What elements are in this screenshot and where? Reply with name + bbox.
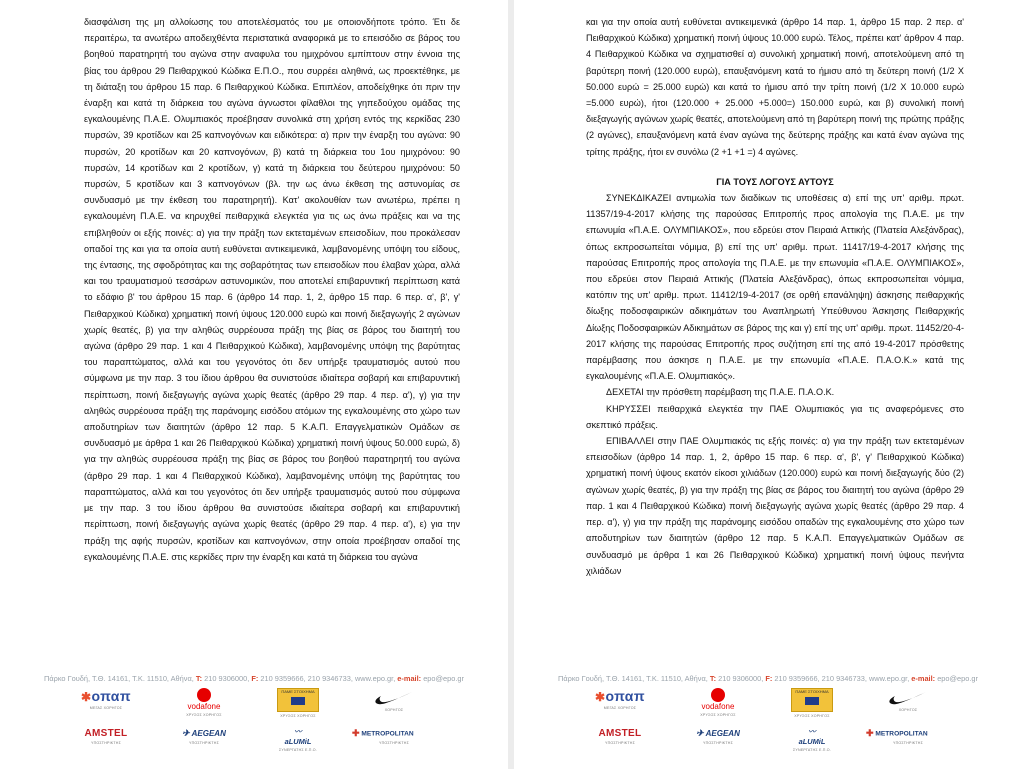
aegean-logo: ✈ AEGEAN [182,728,226,738]
footer-phone-label: T: [709,674,717,683]
body-paragraph: διασφάλιση της μη αλλοίωσης του αποτελέσματός του με οποιονδήποτε τρόπο. Έτι δε περαιτέρω, τα ανωτέρω αποδειχθέντα περιστατικά αναφορικά με το επεισόδιο σε βάρος του βοηθού παρατηρητή του αγώνα στην αναφυλα του ημιχρόνου εμπίπτουν στην έννοια της βίας του άρθρου 29 Πειθαρχικού Κώδικα Ε.Π.Ο., που συρρέει αληθινά, ως προεκτέθηκε, με τη διάταξη του άρθρου 15 παρ. 6 Πειθαρχικού Κώδικα. Επιπλέον, αποδείχθηκε ότι πριν την έναρξη και κατά τη διάρκεια του αγώνα άγνωστοι φίλαθλοι της γηπεδούχου ομάδας της εγκαλουμένης Π.Α.Ε. Ολυμπιακός προέβησαν συνολικά στη χρήση εντός της κερκίδας 230 πυρσών, 39 κροτίδων και 25 καπνογόνων και ειδικότερα: α) πριν την έναρξη του αγώνα: 90 πυρσών, 20 κροτίδων και 20 καπνογόνων, β) κατά τη διάρκεια του 1ου ημιχρόνου: 90 πυρσών, 14 κροτίδων και 2 κροτίδων, γ) κατά τη διάρκεια του δεύτερου ημιχρόνου: 50 πυρσών, 5 κροτίδων και 3 καπνογόνων (βλ. την ως άνω έκθεση της αστυνομίας σε συνδυασμό με την έκθεση του παρατηρητή). Κατ' ακολουθίαν των ανωτέρω, πρέπει η εγκαλουμένη Π.Α.Ε. να κηρυχθεί πειθαρχικά ελεγκτέα για τις ως άνω πράξεις και να της επιβληθούν οι εξής ποινές: α) για την πράξη των εκτεταμένων επεισοδίων, που προκάλεσαν οπαδοί της και για τα οποία αυτή ευθύνεται αντικειμενικά, λαμβανομένης υπόψη του είδους, της έντασης, της σφοδρότητας και της σοβαρότητας των επεισοδίων που έλαβαν χώρα, αλλά και του τραυματισμού τεσσάρων αστυνομικών, που αποτελεί επιβαρυντική περίπτωση κατά το εδάφιο β' του άρθρου 15 παρ. 6 (άρθρο 14 παρ. 1, 2, άρθρο 15 παρ. 6 περ. α', β', γ' Πειθαρχικού Κώδικα) χρηματική ποινή ύψους 120.000 ευρώ και ποινή διεξαγωγής 2 αγώνων χωρίς θεατές, β) για την αληθώς συρρέουσα πράξη της βίας σε βάρος του διαιτητή του αγώνα (άρθρο 29 παρ. 1 και 4 Πειθαρχικού Κώδικα), λαμβανομένης υπόψη της βαρύτητας του παραπτώματος, αλλά και του γεγονότος ότι δεν υπήρξε τραυματισμός αυτού που σύμφωνα με την παρ. 3 του ίδιου άρθρου θα συνιστούσε ιδιαίτερα σοβαρή και επιβαρυντική περίπτωση, ποινή διεξαγωγής αγώνα χωρίς θεατές (άρθρο 29 παρ. 4 περ. α'), γ) για την αληθώς συρρέουσα πράξη της παράνομης εισόδου ατόμων της εγκαλουμένης στο χώρο των αποδυτηρίων των διαιτητών (άρθρο 12 παρ. 5 Κ.Α.Π. Επαγγελματικών Ομάδων σε συνδυασμό με άρθρα 1 και 26 Πειθαρχικού Κώδικα) χρηματική ποινή ύψους 50.000 ευρώ, δ) για την αληθώς συρρέουσα πράξη της βίας σε βάρος του βοηθού παρατηρητή του αγώνα (άρθρο 29 παρ. 1 και 4 Πειθαρχικού Κώδικα), λαμβανομένης υπόψη της βαρύτητας του παραπτώματος, αλλά και του γεγονότος ότι δεν υπήρξε τραυματισμός αυτού που σύμφωνα με την παρ. 3 του ίδιου άρθρου θα συνιστούσε ιδιαίτερα σοβαρή και επιβαρυντική περίπτωση, ποινή διεξαγωγής αγώνα χωρίς θεατές (άρθρο 29 παρ. 4 περ. α'), ε) για την πράξη της αφής πυρσών, κροτίδων και καπνογόνων, στην οποία προέβησαν οπαδοί της εγκαλουμένης Π.Α.Ε. στις κερκίδες πριν την έναρξη και κατά τη διάρκεια του αγώνα [84,17,460,562]
footer-fax-label: F: [251,674,259,683]
page-body-text [586,14,964,579]
nike-swoosh-icon [888,690,928,706]
sponsor-amstel [64,728,148,745]
footer-fax: 210 9359666, 210 9346733, [774,674,867,683]
footer-fax: 210 9359666, 210 9346733, [260,674,353,683]
sponsor-caption: ΧΡΥΣΟΣ ΧΟΡΗΓΟΣ [794,714,830,718]
footer-address: Πάρκο Γουδή, Τ.Θ. 14161, Τ.Κ. 11510, Αθήνα, [558,674,708,683]
amstel-logo: AMSTEL [598,728,642,739]
ruling-paragraph: ΚΗΡΥΣΣΕΙ πειθαρχικά ελεγκτέα την ΠΑΕ Ολυμπιακός για τις αναφερόμενες στο σκεπτικό πράξεις. [586,403,964,430]
sponsor-caption: ΥΠΟΣΤΗΡΙΚΤΗΣ [90,741,121,745]
footer-email[interactable]: epo@epo.gr [423,674,464,683]
footer-contact-line: Πάρκο Γουδή, Τ.Θ. 14161, Τ.Κ. 11510, Αθήνα, T: 210 9306000, F: 210 9359666, 210 9346733, www.epo.gr, e-mail: epo@epo.gr [558,674,978,683]
sponsor-stoixima [256,688,340,718]
sponsor-caption: ΣΥΝΕΡΓΑΤΗΣ Ε.Π.Ο. [793,748,831,752]
footer-fax-label: F: [765,674,773,683]
vodafone-logo-icon [711,688,725,702]
sponsor-caption: ΜΕΓΑΣ ΧΟΡΗΓΟΣ [89,706,123,710]
sponsor-metropolitan [866,728,950,745]
sponsor-caption: ΥΠΟΣΤΗΡΙΚΤΗΣ [378,741,409,745]
sponsor-caption: ΥΠΟΣΤΗΡΙΚΤΗΣ [702,741,733,745]
stoixima-logo: ΠΑΜΕ ΣΤΟΙΧΗΜΑ [277,688,319,712]
sponsor-aegean [162,728,246,745]
aegean-logo: ✈ AEGEAN [696,728,740,738]
sponsor-caption: ΜΕΓΑΣ ΧΟΡΗΓΟΣ [603,706,637,710]
stoixima-logo: ΠΑΜΕ ΣΤΟΙΧΗΜΑ [791,688,833,712]
alumil-logo: 〰 aLUMiL [284,727,312,746]
sponsors-block [584,686,964,766]
sponsor-caption: ΥΠΟΣΤΗΡΙΚΤΗΣ [604,741,635,745]
page-body-text [84,14,460,565]
footer-email[interactable]: epo@epo.gr [937,674,978,683]
sponsor-opap [578,688,662,710]
opap-logo: ✱οπαπ [81,688,131,704]
vodafone-logo-icon [197,688,211,702]
document-page-right [514,0,1022,769]
document-page-left [0,0,508,769]
sponsor-nike [866,688,950,712]
footer-phone: 210 9306000, [718,674,764,683]
sponsor-caption: ΧΡΥΣΟΣ ΧΟΡΗΓΟΣ [186,713,222,717]
sponsor-metropolitan [352,728,436,745]
sponsor-stoixima [770,688,854,718]
ruling-paragraph: ΣΥΝΕΚΔΙΚΑΖΕΙ αντιμωλία των διαδίκων τις υποθέσεις α) επί της υπ' αριθμ. πρωτ. 11357/19-4-2017 κλήσης της παρούσας Επιτροπής προς απολογία της Π.Α.Ε. με την επωνυμία «Π.Α.Ε. ΟΛΥΜΠΙΑΚΟΣ», που εδρεύει στον Πειραιά Αττικής (Πλατεία Αλεξάνδρας), όπως εκπροσωπείται νόμιμα, β) επί της υπ' αριθμ. πρωτ. 11417/19-4-2017 κλήσης της παρούσας Επιτροπής προς απολογία της Π.Α.Ε. με την επωνυμία «Π.Α.Ε. ΟΛΥΜΠΙΑΚΟΣ», που εδρεύει στον Πειραιά Αττικής (Πλατεία Αλεξάνδρας), όπως εκπροσωπείται νόμιμα, κατόπιν της υπ' αριθμ. πρωτ. 11412/19-4-2017 (σε ορθή επανάληψη) άσκησης πειθαρχικής δίωξης ποδοσφαιρικών αδικημάτων του Αναπληρωτή Υπεύθυνου Άσκησης Πειθαρχικής Δίωξης Ποδοσφαιρικών Αδικημάτων σε βάρος της και γ) επί της υπ' αριθμ. πρωτ. 11452/20-4-2017 κλήσης της παρούσας Επιτροπής προς συζήτηση επί της από 19-4-2017 πρόσθετης παρέμβασης που άσκησε η Π.Α.Ε. με την επωνυμία «Π.Α.Ε. Π.Α.Ο.Κ.» κατά της εγκαλουμένης «Π.Α.Ε. Ολυμπιακός». [586,193,964,382]
footer-website[interactable]: www.epo.gr [868,674,908,683]
sponsor-aegean [676,728,760,745]
sponsor-amstel [578,728,662,745]
footer-email-label: e-mail: [397,674,422,683]
metropolitan-logo: ✚ METROPOLITAN [866,728,928,738]
sponsor-caption: ΧΟΡΗΓΟΣ [898,708,918,712]
footer-contact-line: Πάρκο Γουδή, Τ.Θ. 14161, Τ.Κ. 11510, Αθήνα, T: 210 9306000, F: 210 9359666, 210 9346733, www.epo.gr, e-mail: epo@epo.gr [44,674,464,683]
footer-website[interactable]: www.epo.gr [354,674,394,683]
ruling-paragraph: ΔΕΧΕΤΑΙ την πρόσθετη παρέμβαση της Π.Α.Ε. Π.Α.Ο.Κ. [606,387,835,398]
sponsor-caption: ΥΠΟΣΤΗΡΙΚΤΗΣ [188,741,219,745]
sponsors-block [70,686,450,766]
sponsor-vodafone [162,688,246,717]
vodafone-wordmark: vodafone [187,702,221,711]
footer-email-label: e-mail: [911,674,936,683]
sponsor-caption: ΣΥΝΕΡΓΑΤΗΣ Ε.Π.Ο. [279,748,317,752]
section-heading: ΓΙΑ ΤΟΥΣ ΛΟΓΟΥΣ ΑΥΤΟΥΣ [716,176,834,187]
sponsor-nike [352,688,436,712]
metropolitan-logo: ✚ METROPOLITAN [352,728,414,738]
body-paragraph: και για την οποία αυτή ευθύνεται αντικειμενικά (άρθρο 14 παρ. 1, άρθρο 15 παρ. 2 περ. α' Πειθαρχικού Κώδικα) χρηματική ποινή ύψους 10.000 ευρώ. Τέλος, πρέπει κατ' άρθρον 4 παρ. 4 Πειθαρχικού Κώδικα να σχηματισθεί α) συνολική χρηματική ποινή, αποτελούμενη από τη βαρύτερη ποινή (120.000 ευρώ), επαυξανόμενη κατά το ήμισυ από τη δεύτερη ποινή (1/2 Χ 50.000 ευρώ = 25.000 ευρώ) και κατά το ήμισυ από την τρίτη ποινή (1/2 Χ 10.000 ευρώ =5.000 ευρώ), ήτοι (120.000 + 25.000 +5.000=) 150.000 ευρώ, και β) συνολική ποινή διεξαγωγής αγώνων χωρίς θεατές, αποτελούμενη από τη βαρύτερη ποινή της πρώτης πράξης (2 αγώνες), επαυξανόμενη κατά έναν αγώνα της δεύτερης πράξης και κατά έναν αγώνα της τρίτης πράξης, ήτοι εν συνόλω (2 +1 +1 =) 4 αγώνες. [586,17,964,157]
sponsor-opap [64,688,148,710]
nike-swoosh-icon [374,690,414,706]
amstel-logo: AMSTEL [84,728,128,739]
vodafone-wordmark: vodafone [701,702,735,711]
ruling-paragraph: ΕΠΙΒΑΛΛΕΙ στην ΠΑΕ Ολυμπιακός τις εξής ποινές: α) για την πράξη των εκτεταμένων επεισοδίων (άρθρο 14 παρ. 1, 2, άρθρο 15 παρ. 6 περ. α', β', γ' Πειθαρχικού Κώδικα) χρηματική ποινή ύψους εκατόν είκοσι χιλιάδων (120.000) ευρώ και ποινή διεξαγωγής δύο (2) αγώνων χωρίς θεατές, β) για την πράξη της βίας σε βάρος του διαιτητή του αγώνα (άρθρο 29 παρ. 1 και 4 Πειθαρχικού Κώδικα) ποινή διεξαγωγής αγώνα χωρίς θεατές (άρθρο 29 παρ. 4 περ. α'), γ) για την πράξη της παράνομης εισόδου οπαδών της εγκαλουμένης στο χώρο των αποδυτηρίων των διαιτητών (άρθρο 12 παρ. 5 Κ.Α.Π. Επαγγελματικών Ομάδων σε συνδυασμό με άρθρα 1 και 26 Πειθαρχικού Κώδικα) χρηματική ποινή ύψους πενήντα χιλιάδων [586,436,964,576]
alumil-logo: 〰 aLUMiL [798,727,826,746]
opap-logo: ✱οπαπ [595,688,645,704]
sponsor-caption: ΧΡΥΣΟΣ ΧΟΡΗΓΟΣ [280,714,316,718]
sponsor-caption: ΥΠΟΣΤΗΡΙΚΤΗΣ [892,741,923,745]
footer-address: Πάρκο Γουδή, Τ.Θ. 14161, Τ.Κ. 11510, Αθήνα, [44,674,194,683]
sponsor-alumil [770,726,854,752]
sponsor-vodafone [676,688,760,717]
footer-phone-label: T: [195,674,203,683]
sponsor-alumil [256,726,340,752]
sponsor-caption: ΧΡΥΣΟΣ ΧΟΡΗΓΟΣ [700,713,736,717]
footer-phone: 210 9306000, [204,674,250,683]
sponsor-caption: ΧΟΡΗΓΟΣ [384,708,404,712]
